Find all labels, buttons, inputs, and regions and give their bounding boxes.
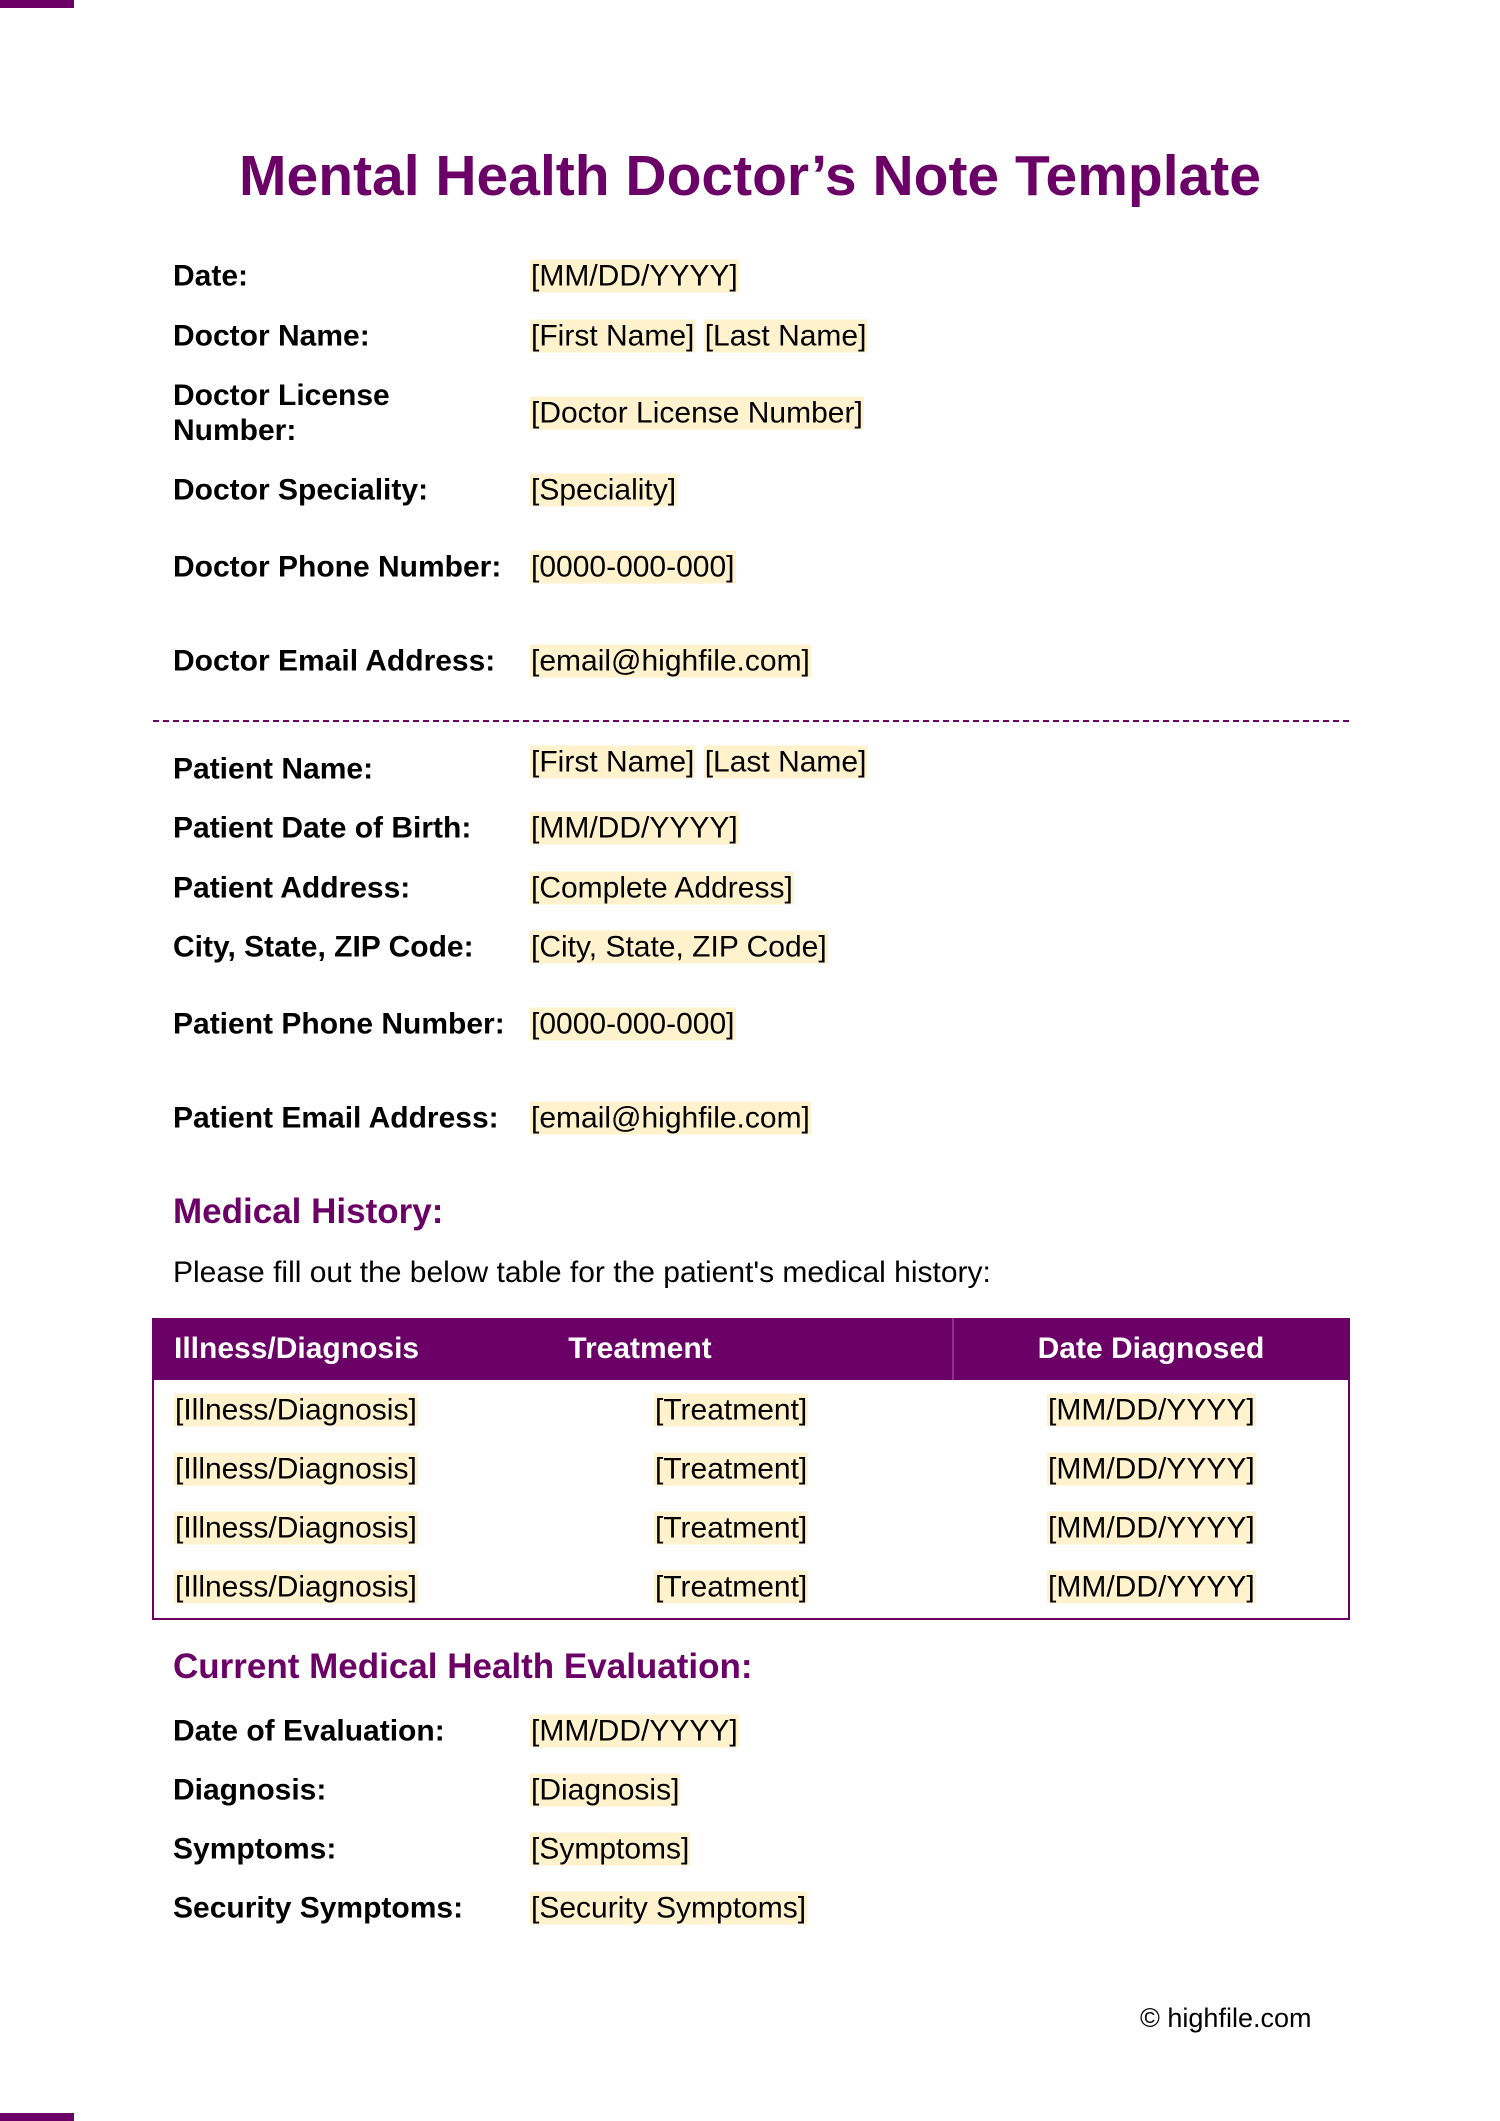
- cell-illness: [174, 1509, 418, 1546]
- placeholder-text: [Illness/Diagnosis]: [175, 1570, 417, 1603]
- field-value: [530, 1772, 680, 1809]
- cell-treatment: [654, 1450, 808, 1487]
- placeholder-last-name: [Last Name]: [704, 745, 867, 779]
- field-label: Patient Address:: [173, 871, 411, 905]
- field-label: Patient Phone Number:: [173, 1007, 505, 1041]
- cell-date: [1047, 1509, 1256, 1546]
- field-value: [530, 472, 677, 509]
- field-value: [530, 1831, 690, 1868]
- field-label: Patient Email Address:: [173, 1101, 499, 1135]
- placeholder-last-name: [Last Name]: [704, 319, 867, 353]
- field-label: Diagnosis:: [173, 1773, 327, 1807]
- placeholder-text: [0000-000-000]: [531, 1007, 735, 1041]
- placeholder-text: [MM/DD/YYYY]: [1048, 1393, 1255, 1426]
- placeholder-text: [Security Symptoms]: [531, 1891, 807, 1925]
- section-divider: [153, 720, 1349, 722]
- field-value: [530, 870, 794, 907]
- evaluation-heading: Current Medical Health Evaluation:: [173, 1647, 753, 1686]
- placeholder-text: [MM/DD/YYYY]: [531, 1714, 738, 1748]
- field-value: [530, 258, 739, 295]
- placeholder-text: [MM/DD/YYYY]: [531, 259, 738, 293]
- table-header: [154, 1318, 1348, 1380]
- cell-date: [1047, 1391, 1256, 1428]
- placeholder-first-name: [First Name]: [531, 745, 695, 779]
- placeholder-first-name: [First Name]: [531, 319, 695, 353]
- placeholder-text: [Complete Address]: [531, 871, 793, 905]
- placeholder-text: [email@highfile.com]: [531, 644, 810, 678]
- field-label: City, State, ZIP Code:: [173, 930, 474, 964]
- field-value: [530, 810, 739, 847]
- cell-treatment: [654, 1509, 808, 1546]
- field-label: Doctor License Number:: [173, 379, 390, 447]
- medical-history-table: [152, 1318, 1350, 1620]
- footer-copyright[interactable]: © highfile.com: [1140, 2003, 1312, 2033]
- placeholder-text: [MM/DD/YYYY]: [1048, 1511, 1255, 1544]
- field-label: Security Symptoms:: [173, 1891, 464, 1925]
- placeholder-text: [MM/DD/YYYY]: [1048, 1452, 1255, 1485]
- field-value: [530, 395, 864, 432]
- cell-illness: [174, 1450, 418, 1487]
- field-label: Doctor Name:: [173, 319, 370, 353]
- field-label: Doctor Phone Number:: [173, 550, 502, 584]
- corner-accent-top: [0, 0, 74, 8]
- page-title: Mental Health Doctor’s Note Template: [239, 144, 1261, 208]
- column-header-date-diagnosed: Date Diagnosed: [1037, 1332, 1265, 1365]
- placeholder-text: [MM/DD/YYYY]: [1048, 1570, 1255, 1603]
- field-label: Date of Evaluation:: [173, 1714, 445, 1748]
- placeholder-text: [Treatment]: [655, 1452, 808, 1485]
- field-value: [530, 929, 828, 966]
- placeholder-text: [0000-000-000]: [531, 550, 735, 584]
- field-label: Patient Name:: [173, 752, 374, 786]
- placeholder-text: [Treatment]: [655, 1511, 808, 1544]
- table-row: [154, 1380, 1348, 1439]
- placeholder-text: [Illness/Diagnosis]: [175, 1511, 417, 1544]
- medical-history-heading: Medical History:: [173, 1192, 444, 1231]
- field-label: Date:: [173, 259, 249, 293]
- table-row: [154, 1439, 1348, 1498]
- field-label: Symptoms:: [173, 1832, 337, 1866]
- placeholder-text: [MM/DD/YYYY]: [531, 811, 738, 845]
- field-value: [530, 1713, 739, 1750]
- field-value: [530, 1100, 811, 1137]
- cell-treatment: [654, 1391, 808, 1428]
- table-row: [154, 1498, 1348, 1557]
- field-label: Doctor Email Address:: [173, 644, 496, 678]
- placeholder-text: [Symptoms]: [531, 1832, 690, 1866]
- placeholder-text: [City, State, ZIP Code]: [531, 930, 827, 964]
- placeholder-text: [Speciality]: [531, 473, 677, 507]
- field-label: Patient Date of Birth:: [173, 811, 472, 845]
- field-value: [530, 549, 736, 586]
- placeholder-text: [Treatment]: [655, 1570, 808, 1603]
- medical-history-intro: Please fill out the below table for the patient's medical history:: [173, 1256, 991, 1289]
- placeholder-text: [Illness/Diagnosis]: [175, 1393, 417, 1426]
- cell-treatment: [654, 1568, 808, 1605]
- field-value: [530, 1006, 736, 1043]
- corner-accent-bottom: [0, 2113, 74, 2121]
- placeholder-text: [Doctor License Number]: [531, 396, 863, 430]
- field-value: [530, 643, 811, 680]
- field-label: Doctor Speciality:: [173, 473, 429, 507]
- field-value: [530, 318, 867, 355]
- placeholder-text: [Diagnosis]: [531, 1773, 680, 1807]
- cell-date: [1047, 1450, 1256, 1487]
- cell-illness: [174, 1568, 418, 1605]
- cell-illness: [174, 1391, 418, 1428]
- column-header-illness: Illness/Diagnosis: [174, 1332, 420, 1365]
- cell-date: [1047, 1568, 1256, 1605]
- placeholder-text: [Illness/Diagnosis]: [175, 1452, 417, 1485]
- field-value: [530, 1890, 807, 1927]
- column-header-treatment: Treatment: [568, 1332, 712, 1365]
- placeholder-text: [email@highfile.com]: [531, 1101, 810, 1135]
- field-value: [530, 744, 867, 781]
- table-row: [154, 1557, 1348, 1616]
- placeholder-text: [Treatment]: [655, 1393, 808, 1426]
